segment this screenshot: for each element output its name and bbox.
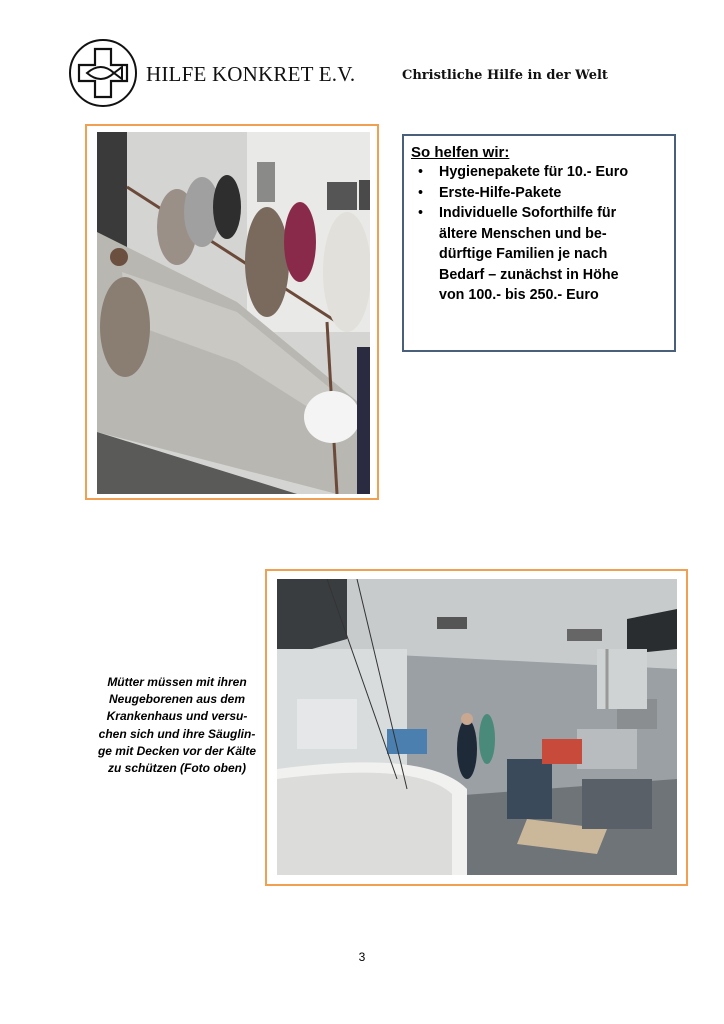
help-item-emergency-aid bbox=[439, 203, 664, 306]
photo-damaged-hospital-ward bbox=[277, 579, 677, 875]
caption-line: Mütter müssen mit ihren bbox=[107, 675, 247, 689]
help-item-line: ältere Menschen und be- bbox=[439, 225, 607, 242]
caption-line: zu schützen (Foto oben) bbox=[108, 761, 246, 776]
caption-line: Krankenhaus und versu- bbox=[106, 709, 248, 724]
help-list bbox=[411, 162, 664, 306]
page-number: 3 bbox=[358, 950, 366, 964]
help-box bbox=[402, 134, 676, 352]
cross-fish-logo-icon bbox=[68, 38, 138, 108]
photo-caption bbox=[82, 674, 272, 777]
org-subtitle: Christliche Hilfe in der Welt bbox=[402, 68, 608, 83]
caption-line: ge mit Decken vor der Kälte bbox=[97, 743, 257, 758]
help-item-line: dürftige Familien je nach bbox=[439, 246, 608, 262]
org-name: HILFE KONKRET E.V. bbox=[146, 62, 356, 86]
help-item-first-aid: • Erste-Hilfe-Pakete bbox=[439, 183, 664, 204]
help-item-line: Individuelle Soforthilfe für bbox=[439, 205, 617, 221]
help-item-line: von 100.- bis 250.- Euro bbox=[439, 287, 599, 303]
help-title: So helfen wir: bbox=[411, 144, 510, 161]
help-item-hygiene: • Hygienepakete für 10.- Euro bbox=[439, 162, 664, 183]
caption-line: chen sich und ihre Säuglin- bbox=[98, 726, 256, 741]
caption-line: Neugeborenen aus dem bbox=[108, 692, 246, 707]
help-item-line: Bedarf – zunächst in Höhe bbox=[439, 266, 619, 283]
photo-mothers-leaving-hospital bbox=[97, 132, 370, 494]
